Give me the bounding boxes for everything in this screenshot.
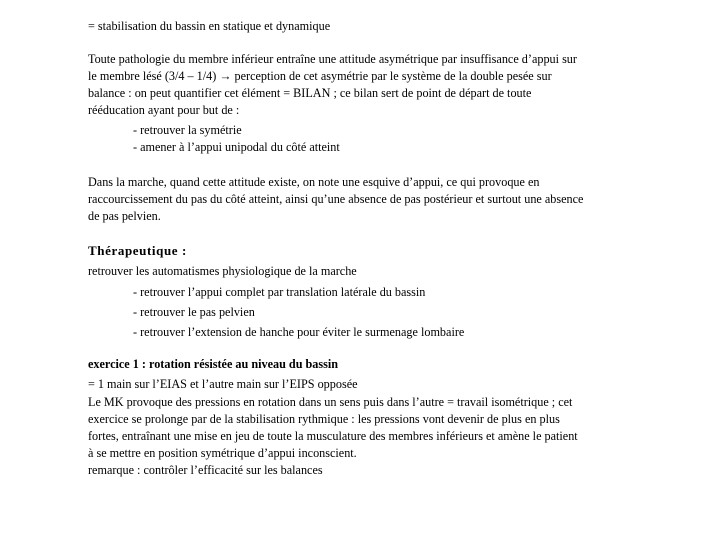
exercise-line: Le MK provoque des pressions en rotation dans un sens puis dans l’autre = travail isométrique ; cet: [88, 395, 573, 409]
paragraph-line: balance : on peut quantifier cet élément = BILAN ; ce bilan sert de point de départ de toute: [88, 86, 532, 100]
exercise-description: [88, 374, 708, 479]
paragraph-asymmetry: [88, 51, 708, 119]
exercise-heading: exercice 1 : rotation résistée au niveau du bassin: [88, 357, 339, 371]
therapy-heading: Thérapeutique :: [88, 243, 187, 258]
paragraph-line: rééducation ayant pour but de :: [88, 103, 240, 117]
list-item: - retrouver l’appui complet par translation latérale du bassin: [133, 285, 426, 299]
exercise-line: fortes, entraînant une mise en jeu de toute la musculature des membres inférieurs et amène le patient: [88, 429, 578, 443]
paragraph-line: raccourcissement du pas du côté atteint, ainsi qu’une absence de pas postérieur et surtout une absence: [88, 192, 584, 206]
paragraph-line: Toute pathologie du membre inférieur entraîne une attitude asymétrique par insuffisance d’appui sur: [88, 52, 577, 66]
exercise-line: = 1 main sur l’EIAS et l’autre main sur l’EIPS opposée: [88, 377, 358, 391]
list-item: - retrouver le pas pelvien: [133, 305, 255, 319]
therapy-list: [88, 282, 708, 342]
exercise-line: exercice se prolonge par de la stabilisation rythmique : les pressions vont devenir de plus en plus: [88, 412, 560, 426]
intro-line: = stabilisation du bassin en statique et dynamique: [88, 19, 331, 33]
goal-list: [88, 122, 708, 156]
list-item: - retrouver la symétrie: [133, 123, 242, 137]
exercise-line: à se mettre en position symétrique d’appui inconscient.: [88, 446, 357, 460]
paragraph-line: de pas pelvien.: [88, 209, 161, 223]
list-item: - amener à l’appui unipodal du côté atteint: [133, 140, 340, 154]
list-item: - retrouver l’extension de hanche pour éviter le surmenage lombaire: [133, 325, 465, 339]
exercise-remark: remarque : contrôler l’efficacité sur les balances: [88, 463, 323, 477]
paragraph-line: le membre lésé (3/4 – 1/4) → perception de cet asymétrie par le système de la double pesée sur: [88, 69, 552, 83]
document-page: [88, 0, 708, 479]
therapy-intro: retrouver les automatismes physiologique de la marche: [88, 264, 357, 278]
paragraph-line: Dans la marche, quand cette attitude existe, on note une esquive d’appui, ce qui provoque en: [88, 175, 540, 189]
paragraph-gait: [88, 174, 708, 225]
